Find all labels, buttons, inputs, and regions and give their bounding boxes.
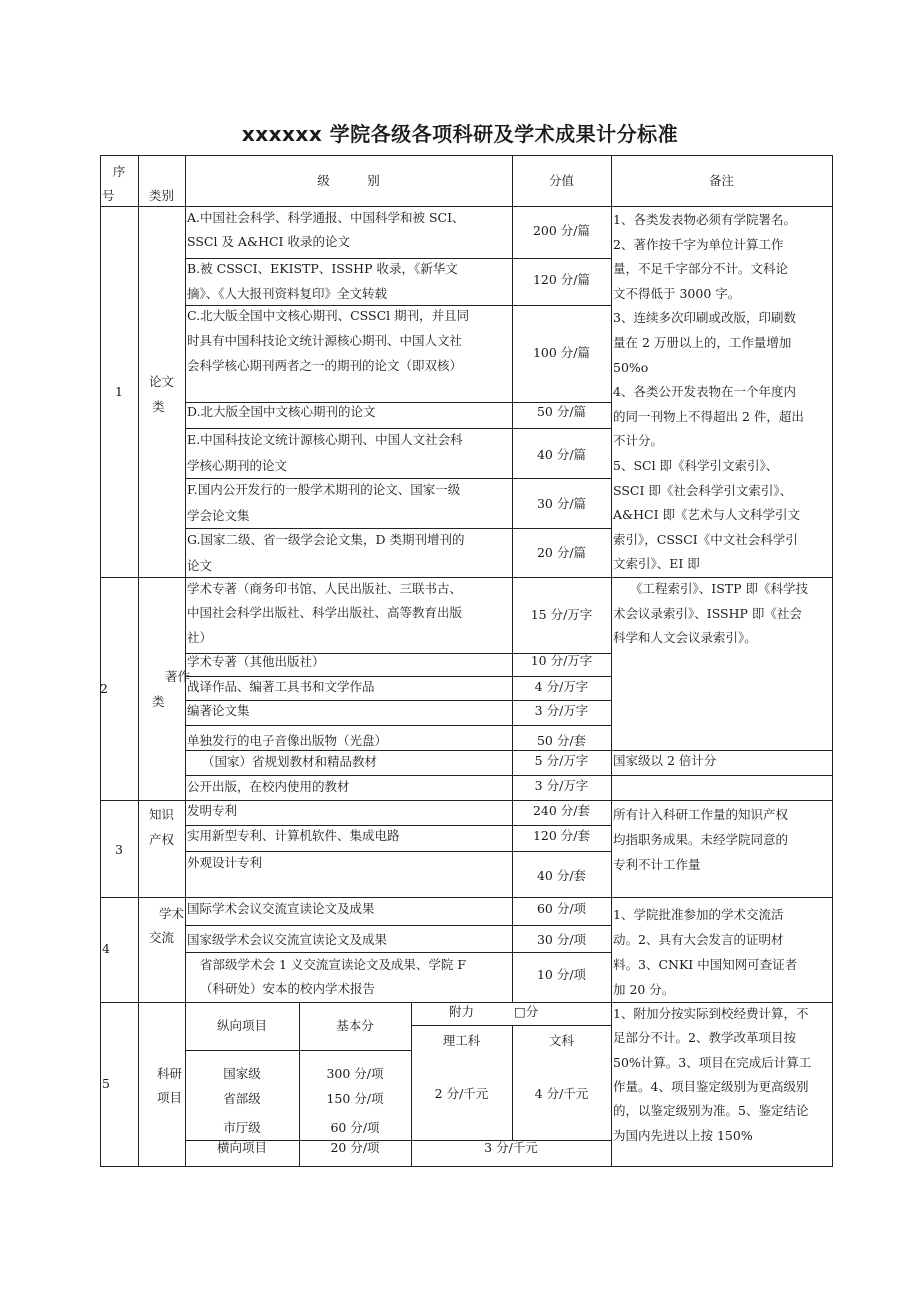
level-score: 150 分/项	[326, 1091, 384, 1106]
item-text: F.国内公开发行的一般学术期刊的论文、国家一级	[187, 482, 461, 497]
item-score: 120 分/套	[532, 828, 591, 843]
remark-line: 科学和人文会议录索引》。	[613, 630, 757, 646]
remark-line: 量在 2 万册以上的，工作量增加	[613, 335, 792, 350]
item-text: SSCl 及 A&HCI 收录的论文	[187, 234, 350, 249]
item-score: 10 分/万字	[530, 653, 593, 668]
table-rule	[611, 775, 833, 776]
sci-value: 2 分/千元	[434, 1086, 489, 1101]
item-score: 240 分/套	[532, 803, 591, 818]
header-category: 类别	[148, 188, 174, 203]
remark-line: 文索引》、EI 即	[613, 556, 700, 572]
item-score: 30 分/篇	[536, 496, 587, 511]
item-text: 论文	[187, 558, 213, 573]
table-rule	[185, 1050, 412, 1051]
item-text: D.北大版全国中文核心期刊的论文	[187, 404, 376, 419]
remark-line: 国家级以 2 倍计分	[613, 753, 717, 768]
remark-line: 不计分。	[613, 433, 664, 449]
item-text: 学会论文集	[187, 508, 250, 523]
item-text: C.北大版全国中文核心期刊、CSSCl 期刊，并且同	[187, 308, 470, 323]
row-seq: 1	[115, 384, 123, 399]
item-text: 单独发行的电子音像出版物（光盘）	[187, 733, 388, 748]
sci-header: 理工科	[442, 1033, 481, 1048]
row-seq: 4	[102, 941, 110, 956]
remark-line: 足部分不计。2、教学改革项目按	[613, 1030, 796, 1046]
row-category: 知识	[148, 807, 174, 822]
remark-line: 均指职务成果。未经学院同意的	[613, 832, 789, 847]
item-text: 社）	[187, 630, 213, 645]
row-seq: 3	[115, 842, 123, 857]
remark-line: 的同一刊物上不得超出 2 件，超出	[613, 408, 804, 424]
row-category: 产权	[148, 832, 174, 847]
item-score: 3 分/万字	[534, 703, 589, 718]
header-remark: 备注	[708, 173, 734, 188]
table-rule	[100, 155, 833, 156]
item-score: 5 分/万字	[534, 753, 589, 768]
item-score: 4 分/万字	[534, 679, 589, 694]
item-score: 10 分/项	[536, 967, 587, 982]
item-text: 编著论文集	[187, 703, 250, 718]
remark-line: 《工程索引》、ISTP 即《科学技	[630, 581, 808, 596]
item-text: 发明专利	[187, 803, 238, 818]
item-score: 30 分/项	[536, 932, 587, 947]
horizontal-project: 横向项目	[216, 1140, 267, 1155]
item-text: （国家）省规划教材和精品教材	[202, 754, 378, 769]
remark-line: 2、著作按千字为单位计算工作	[613, 236, 784, 252]
item-text: 学核心期刊的论文	[187, 458, 288, 473]
item-text: A.中国社会科学、科学通报、中国科学和被 SCI、	[187, 210, 465, 225]
remark-line: 4、各类公开发表物在一个年度内	[613, 384, 796, 400]
item-score: 60 分/项	[536, 901, 587, 916]
level-name: 国家级	[223, 1066, 261, 1081]
remark-line: 50%o	[613, 359, 649, 375]
remark-line: 料。3、CNKI 中国知网可查证者	[613, 957, 798, 972]
row-category: 交流	[148, 930, 174, 945]
remark-line: 作量。4、项目鉴定级别为更高级别	[613, 1078, 809, 1094]
item-text: 实用新型专利、计算机软件、集成电路	[187, 828, 400, 843]
item-text: B.被 CSSCI、EKISTP、ISSHP 收录，《新华文	[187, 261, 458, 276]
remark-line: 专利不计工作量	[613, 857, 701, 872]
table-rule	[185, 725, 612, 726]
table-rule	[100, 1166, 833, 1167]
remark-line: 文不得低于 3000 字。	[613, 285, 741, 301]
row-category: 论文	[148, 374, 174, 389]
remark-line: 为国内先进以上按 150%	[613, 1127, 753, 1143]
row-seq: 5	[102, 1076, 110, 1091]
arts-value: 4 分/千元	[534, 1086, 589, 1101]
row-category: 类	[152, 399, 165, 414]
item-text: 会科学核心期刊两者之一的期刊的论文（即双核）	[187, 358, 463, 373]
item-text: 学术专著（商务印书馆、人民出版社、三联书古、	[187, 581, 463, 596]
addon-header: 附力	[448, 1004, 474, 1019]
remark-line: 量，不足千字部分不计。文科论	[613, 261, 789, 277]
item-text: 时具有中国科技论文统计源核心期刊、中国人文社	[187, 333, 463, 348]
item-score: 40 分/套	[536, 868, 587, 883]
header-level: 级 别	[317, 173, 380, 188]
item-score: 3 分/万字	[534, 778, 589, 793]
remark-line: 所有计入科研工作量的知识产权	[613, 807, 789, 822]
table-rule	[411, 1025, 612, 1026]
remark-line: 5、SCl 即《科学引文索引》、	[613, 458, 779, 473]
horizontal-score: 20 分/项	[330, 1140, 380, 1155]
page-title: xxxxxx 学院各级各项科研及学术成果计分标准	[241, 122, 679, 146]
arts-header: 文科	[548, 1033, 574, 1048]
table-rule	[832, 155, 833, 1167]
remark-line: 动。2、具有大会发言的证明材	[613, 932, 784, 947]
item-score: 100 分/篇	[532, 345, 591, 360]
remark-line: 50%计算。3、项目在完成后计算工	[613, 1054, 812, 1070]
row-category: 著作	[164, 669, 190, 684]
horizontal-addon: 3 分/千元	[484, 1140, 538, 1155]
level-score: 60 分/项	[330, 1120, 380, 1135]
remark-line: 加 20 分。	[613, 982, 675, 997]
item-score: 50 分/篇	[536, 404, 587, 419]
remark-line: 的，以鉴定级别为准。5、鉴定结论	[613, 1103, 809, 1119]
remark-line: 1、各类发表物必须有学院署名。	[613, 212, 796, 227]
item-text: 国际学术会议交流宣读论文及成果	[187, 901, 375, 916]
remark-line: SSCI 即《社会科学引文索引》、	[613, 482, 793, 498]
table-rule	[185, 925, 612, 926]
item-score: 15 分/万字	[530, 607, 593, 622]
item-score: 40 分/篇	[536, 447, 587, 462]
item-score: 200 分/篇	[532, 223, 591, 238]
remark-line: A&HCI 即《艺术与人文科学引文	[613, 507, 801, 523]
item-score: 120 分/篇	[532, 272, 591, 287]
level-score: 300 分/项	[326, 1066, 384, 1081]
vertical-project: 纵向项目	[216, 1018, 267, 1033]
basic-score-header: 基本分	[336, 1018, 374, 1033]
row-category: 类	[152, 694, 165, 709]
level-name: 省部级	[223, 1091, 261, 1106]
header-seq: 序	[112, 164, 126, 179]
item-text: 中国社会科学出版社、科学出版社、高等教育出版	[187, 605, 463, 620]
item-text: 省部级学术会 1 义交流宣读论文及成果、学院 F	[200, 957, 467, 972]
row-category: 项目	[156, 1090, 182, 1105]
item-score: 20 分/篇	[536, 545, 587, 560]
item-score: 50 分/套	[536, 733, 587, 748]
header-seq: 号	[102, 188, 115, 203]
remark-line: 术会议录索引》、ISSHP 即《社会	[613, 605, 802, 621]
table-rule	[100, 155, 101, 1167]
remark-line: 索引》，CSSCI《中文社会科学引	[613, 531, 798, 547]
item-text: 摘》、《人大报刊资料复印》全文转载	[187, 286, 388, 301]
item-text: （科研处）安本的校内学术报告	[200, 981, 376, 996]
item-text: 国家级学术会议交流宣读论文及成果	[187, 932, 388, 947]
table-rule	[138, 155, 139, 1167]
item-text: E.中国科技论文统计源核心期刊、中国人文社会科	[187, 432, 463, 447]
item-text: 外观设计专利	[187, 855, 263, 870]
header-score: 分值	[548, 173, 574, 188]
remark-line: 3、连续多次印刷或改版，印刷数	[613, 310, 796, 326]
item-text: G.国家二级、省一级学会论文集，D 类期刊增刊的	[187, 532, 465, 547]
item-text: 公开出版，在校内使用的教材	[187, 779, 350, 794]
row-category: 学术	[158, 906, 184, 921]
level-name: 市厅级	[223, 1120, 261, 1135]
item-text: 战译作品、编著工具书和文学作品	[187, 679, 375, 694]
remark-line: 1、学院批准参加的学术交流活	[613, 907, 784, 922]
row-seq: 2	[100, 681, 108, 696]
remark-line: 1、附加分按实际到校经费计算，不	[613, 1006, 809, 1021]
addon-unit: □分	[514, 1004, 539, 1019]
item-text: 学术专著（其他出版社）	[187, 654, 325, 669]
row-category: 科研	[156, 1066, 182, 1081]
